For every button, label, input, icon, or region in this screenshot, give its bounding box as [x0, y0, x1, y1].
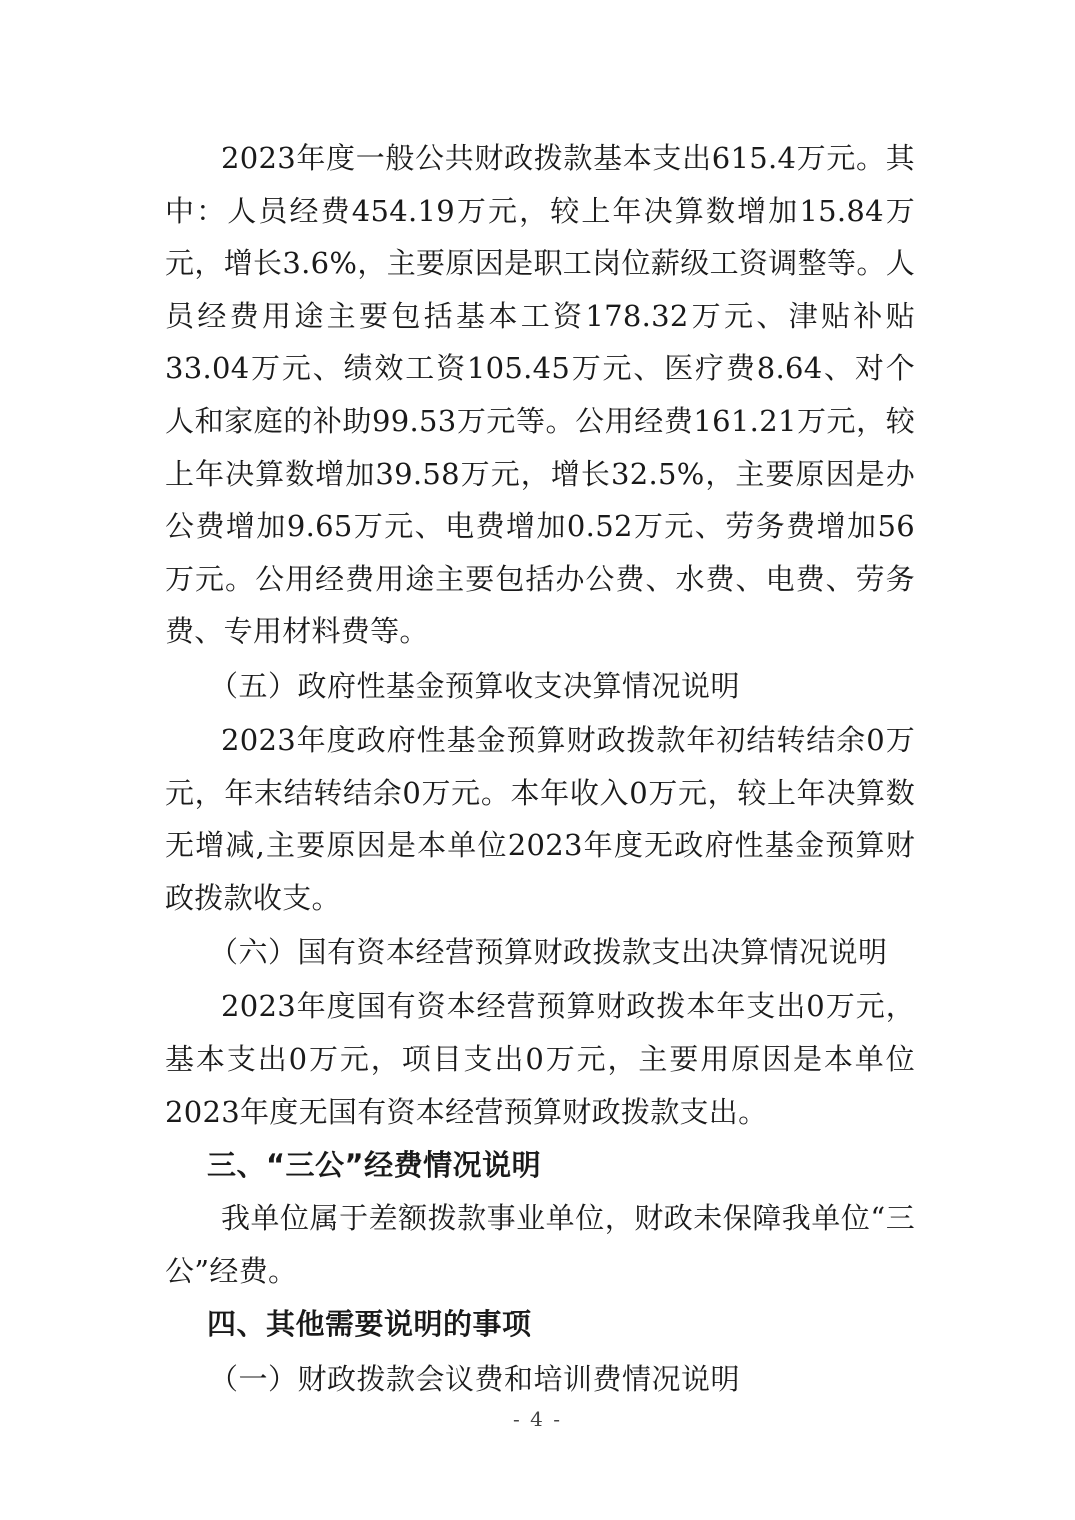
- paragraph-state-capital: 2023年度国有资本经营预算财政拨本年支出0万元，基本支出0万元，项目支出0万元，主要用原因是本单位2023年度无国有资本经营预算财政拨款支出。: [165, 989, 915, 1129]
- heading-meeting-training: （一）财政拨款会议费和培训费情况说明: [209, 1362, 741, 1397]
- heading-state-capital: （六）国有资本经营预算财政拨款支出决算情况说明: [209, 935, 888, 970]
- paragraph-government-fund: 2023年度政府性基金预算财政拨款年初结转结余0万元，年末结转结余0万元。本年收入0万元，较上年决算数无增减,主要原因是本单位2023年度无政府性基金预算财政拨款收支。: [165, 722, 915, 915]
- document-body: [165, 132, 915, 1407]
- paragraph-basic-expenditure: 2023年度一般公共财政拨款基本支出615.4万元。其中：人员经费454.19万元，较上年决算数增加15.84万元，增长3.6%，主要原因是职工岗位薪级工资调整等。人员经费用途主要包括基本工资178.32万元、津贴补贴33.04万元、绩效工资105.45万元、医疗费8.64、对个人和家庭的补助99.53万元等。公用经费161.21万元，较上年决算数增加39.58万元，增长32.5%，主要原因是办公费增加9.65万元、电费增加0.52万元、劳务费增加56万元。公用经费用途主要包括办公费、水费、电费、劳务费、专用材料费等。: [165, 141, 915, 649]
- section-other-matters-title: 四、其他需要说明的事项: [207, 1307, 532, 1342]
- page-number: - 4 -: [513, 1407, 562, 1431]
- paragraph-three-public: 我单位属于差额拨款事业单位，财政未保障我单位“三公”经费。: [165, 1201, 915, 1288]
- heading-government-fund: （五）政府性基金预算收支决算情况说明: [209, 668, 741, 703]
- section-three-public-title: 三、“三公”经费情况说明: [207, 1148, 542, 1183]
